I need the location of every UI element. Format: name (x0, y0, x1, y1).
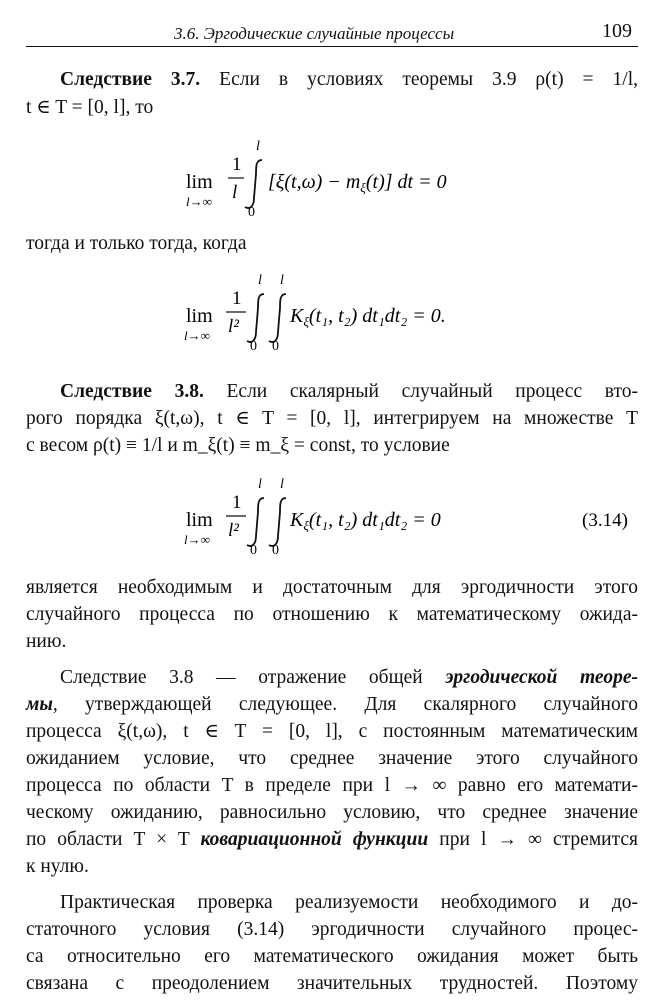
f3-frac-den: l² (228, 520, 239, 541)
f3-upper-1: l (258, 477, 262, 492)
f3-lower-2: 0 (272, 543, 279, 558)
para1-line-2: мы, утверждающей следующее. Для скалярного случайного (26, 694, 638, 715)
after-formula-line-1: является необходимым и достаточным для эргодичности этого (26, 577, 638, 598)
after-formula-line-2: случайного процесса по отношению к математическому ожида- (26, 604, 638, 625)
f2-upper-2: l (280, 273, 284, 288)
f1-frac-den: l (232, 182, 238, 203)
para1-line-7: по области T × T ковариационной функции при l → ∞ стремится (26, 829, 638, 850)
f3-body: $K_\xi(t_1$, t₂) dt₁dt₂ = 0 (290, 509, 441, 533)
after-formula-line-3: нию. (26, 631, 67, 652)
corollary-3-8-line-2: рого порядка ξ(t,ω), t ∈ T = [0, l], интегрируем на множестве T (26, 408, 638, 429)
corollary-3-7-text: Если в условиях теоремы 3.9 ρ(t) = 1/l, (219, 69, 638, 90)
para2-line-4: связана с преодолением значительных трудностей. Поэтому (26, 973, 638, 994)
f2-lim: lim (186, 305, 213, 327)
f3-lower-1: 0 (250, 543, 257, 558)
f1-upper-limit: l (256, 139, 260, 154)
corollary-3-7-line-2: t ∈ T = [0, l], то (26, 97, 154, 118)
f1-body: $[\xi(t,\omega) - m_\xi(t)]$ dt = 0 (268, 171, 447, 195)
para1-line-1: Следствие 3.8 — отражение общей эргодической теоре- (60, 667, 638, 688)
para2-line-1: Практическая проверка реализуемости необходимого и до- (60, 892, 638, 913)
f2-integral-sign-2 (269, 294, 286, 342)
para2-line-3: са относительно его математического ожидания может быть (26, 946, 638, 967)
f1-integral-sign (245, 160, 262, 208)
f3-upper-2: l (280, 477, 284, 492)
corollary-3-7-line-1 (60, 68, 638, 92)
para1-line-3: процесса ξ(t,ω), t ∈ T = [0, l], с постоянным математическим (26, 721, 638, 742)
corollary-3-7-label: Следствие 3.7. (60, 69, 201, 90)
f2-frac-num: 1 (232, 288, 242, 309)
para1-line-6: ческому ожиданию, равносильно условию, что среднее значение (26, 802, 638, 823)
f2-lower-2: 0 (272, 339, 279, 354)
between-text: тогда и только тогда, когда (26, 233, 247, 254)
f2-lim-sub: l→∞ (184, 328, 210, 343)
formula-3-14 (150, 474, 640, 569)
running-header (26, 18, 638, 47)
corollary-3-8-text: Если скалярный случайный процесс вто- (226, 381, 638, 402)
corollary-3-8-line-1 (60, 380, 638, 404)
f2-body: $K_\xi(t_1$, t₂) dt₁dt₂ = 0. (290, 305, 446, 329)
para2-line-2: статочного условия (3.14) эргодичности случайного процес- (26, 919, 638, 940)
f1-lim: lim (186, 171, 213, 193)
corollary-3-8-line-3: с весом ρ(t) ≡ 1/l и m_ξ(t) ≡ m_ξ = const, то условие (26, 435, 450, 456)
running-title: 3.6. Эргодические случайные процессы (174, 24, 455, 43)
f2-integral-sign-1 (247, 294, 264, 342)
corollary-3-8-label: Следствие 3.8. (60, 381, 204, 402)
f3-integral-sign-1 (247, 498, 264, 546)
f2-frac-den: l² (228, 316, 239, 337)
para1-line-4: ожиданием условие, что среднее значение этого случайного (26, 748, 638, 769)
f3-integral-sign-2 (269, 498, 286, 546)
ergodic-theorem-term: эргодической теоре- (445, 667, 638, 688)
f2-upper-1: l (258, 273, 262, 288)
f2-lower-1: 0 (250, 339, 257, 354)
f3-frac-num: 1 (232, 492, 242, 513)
para1-line-8: к нулю. (26, 856, 89, 877)
f3-lim: lim (186, 509, 213, 531)
covariance-function-term: ковариационной функции (200, 829, 429, 850)
f1-frac-num: 1 (232, 154, 242, 175)
formula-1 (150, 136, 510, 231)
f3-lim-sub: l→∞ (184, 532, 210, 547)
equation-number: (3.14) (582, 510, 628, 531)
para1-line-5: процесса по области T в пределе при l → ∞ равно его математи- (26, 775, 638, 796)
page-number: 109 (602, 20, 632, 42)
formula-2 (150, 270, 510, 365)
f1-lim-sub: l→∞ (186, 194, 212, 209)
f1-lower-limit: 0 (248, 205, 255, 220)
